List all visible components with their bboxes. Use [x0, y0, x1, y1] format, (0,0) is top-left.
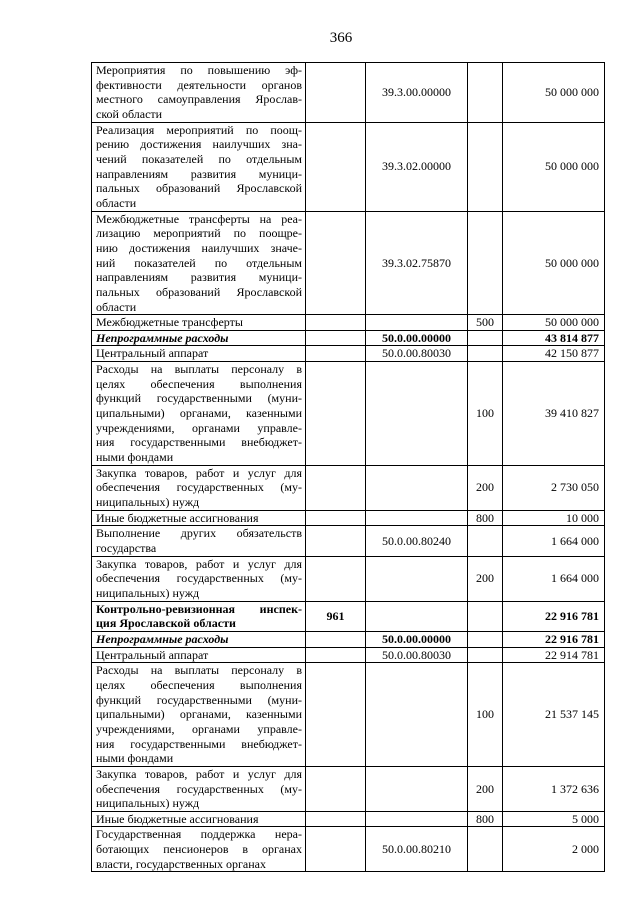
item-name-line: ниципальных) нужд: [96, 796, 200, 811]
amount-cell: 22 914 781: [503, 647, 605, 663]
table-row: [92, 663, 605, 767]
target-article-code-cell: 50.0.00.00000: [366, 330, 468, 346]
item-name-line: целях обеспечения выполнения: [96, 376, 302, 391]
expense-type-code-cell: [468, 211, 503, 315]
expense-type-code-cell: [468, 330, 503, 346]
amount-cell: 21 537 145: [503, 663, 605, 767]
table-row: [92, 827, 605, 872]
target-article-code-cell: [366, 766, 468, 811]
amount-cell: 50 000 000: [503, 211, 605, 315]
ministry-code-cell: [306, 346, 366, 362]
item-name-line: нию достижения наилучших значе-: [96, 240, 302, 255]
item-name-line: Межбюджетные трансферты: [96, 315, 243, 330]
expense-type-code-cell: 800: [468, 510, 503, 526]
target-article-code-cell: [366, 315, 468, 331]
item-name-cell: [92, 315, 306, 331]
item-name-line: направлениям развития муници-: [96, 270, 302, 285]
target-article-code-cell: 39.3.02.75870: [366, 211, 468, 315]
amount-cell: 2 000: [503, 827, 605, 872]
item-name-line: ниципальных) нужд: [96, 585, 200, 600]
item-name-line: ния государственными внебюджет-: [96, 736, 302, 751]
expense-type-code-cell: 200: [468, 465, 503, 510]
table-row: [92, 647, 605, 663]
item-name-cell: [92, 827, 306, 872]
item-name-line: учреждениями, органами управле-: [96, 721, 302, 736]
item-name-line: Закупка товаров, работ и услуг для: [96, 556, 302, 571]
item-name-line: Государственная поддержка нера-: [96, 827, 302, 842]
item-name-line: Контрольно-ревизионная инспек-: [96, 601, 302, 616]
ministry-code-cell: [306, 663, 366, 767]
ministry-code-cell: 961: [306, 601, 366, 631]
target-article-code-cell: [366, 663, 468, 767]
amount-cell: 22 916 781: [503, 601, 605, 631]
item-name-line: ботающих пенсионеров в органах: [96, 842, 302, 857]
item-name-line: Центральный аппарат: [96, 346, 209, 361]
item-name-line: функций государственными (муни-: [96, 692, 302, 707]
expense-type-code-cell: 200: [468, 556, 503, 601]
amount-cell: 42 150 877: [503, 346, 605, 362]
expense-type-code-cell: 100: [468, 663, 503, 767]
item-name-line: Центральный аппарат: [96, 647, 209, 662]
item-name-line: ния государственными внебюджет-: [96, 435, 302, 450]
amount-cell: 22 916 781: [503, 631, 605, 647]
table-row: [92, 526, 605, 556]
item-name-line: государства: [96, 541, 157, 555]
target-article-code-cell: 50.0.00.00000: [366, 631, 468, 647]
item-name-cell: [92, 346, 306, 362]
expense-type-code-cell: [468, 346, 503, 362]
table-row: [92, 315, 605, 331]
item-name-line: ципальными) органами, казенными: [96, 707, 302, 722]
ministry-code-cell: [306, 766, 366, 811]
item-name-line: направлениям развития муници-: [96, 166, 302, 181]
target-article-code-cell: 39.3.00.00000: [366, 63, 468, 123]
target-article-code-cell: 39.3.02.00000: [366, 122, 468, 211]
item-name-line: обеспечения государственных (му-: [96, 480, 302, 495]
target-article-code-cell: [366, 556, 468, 601]
target-article-code-cell: 50.0.00.80240: [366, 526, 468, 556]
item-name-line: обеспечения государственных (му-: [96, 781, 302, 796]
expense-type-code-cell: [468, 827, 503, 872]
item-name-line: ний показателей по отдельным: [96, 255, 302, 270]
item-name-line: Непрограммные расходы: [96, 330, 229, 345]
table-row: [92, 510, 605, 526]
table-row: [92, 362, 605, 466]
ministry-code-cell: [306, 330, 366, 346]
item-name-line: Иные бюджетные ассигнования: [96, 510, 259, 525]
expense-type-code-cell: 800: [468, 811, 503, 827]
page-number: 366: [329, 30, 353, 46]
expense-type-code-cell: [468, 631, 503, 647]
item-name-line: Расходы на выплаты персоналу в: [96, 663, 302, 678]
item-name-line: ными фондами: [96, 450, 174, 465]
table-row: [92, 811, 605, 827]
ministry-code-cell: [306, 465, 366, 510]
item-name-line: ципальными) органами, казенными: [96, 406, 302, 421]
table-row: [92, 122, 605, 211]
item-name-line: Выполнение других обязательств: [96, 526, 302, 541]
amount-cell: 5 000: [503, 811, 605, 827]
item-name-cell: [92, 601, 306, 631]
item-name-line: функций государственными (муни-: [96, 391, 302, 406]
item-name-cell: [92, 122, 306, 211]
target-article-code-cell: 50.0.00.80210: [366, 827, 468, 872]
amount-cell: 1 372 636: [503, 766, 605, 811]
item-name-line: местного самоуправления Ярослав-: [96, 92, 302, 107]
expense-type-code-cell: [468, 647, 503, 663]
item-name-line: фективности деятельности органов: [96, 77, 302, 92]
target-article-code-cell: 50.0.00.80030: [366, 647, 468, 663]
amount-cell: 2 730 050: [503, 465, 605, 510]
item-name-line: ция Ярославской области: [96, 616, 236, 631]
item-name-line: целях обеспечения выполнения: [96, 677, 302, 692]
item-name-line: пальных образований Ярославской: [96, 284, 302, 299]
item-name-cell: [92, 647, 306, 663]
item-name-line: Расходы на выплаты персоналу в: [96, 362, 302, 377]
item-name-line: ными фондами: [96, 751, 174, 766]
target-article-code-cell: 50.0.00.80030: [366, 346, 468, 362]
item-name-cell: [92, 766, 306, 811]
item-name-cell: [92, 465, 306, 510]
target-article-code-cell: [366, 510, 468, 526]
item-name-line: Закупка товаров, работ и услуг для: [96, 766, 302, 781]
table-row: [92, 465, 605, 510]
ministry-code-cell: [306, 122, 366, 211]
ministry-code-cell: [306, 526, 366, 556]
item-name-line: пальных образований Ярославской: [96, 181, 302, 196]
item-name-cell: [92, 811, 306, 827]
item-name-line: Реализация мероприятий по поощ-: [96, 122, 302, 137]
item-name-cell: [92, 526, 306, 556]
ministry-code-cell: [306, 556, 366, 601]
item-name-line: власти, государственных органах: [96, 856, 266, 871]
amount-cell: 43 814 877: [503, 330, 605, 346]
item-name-line: лизацию мероприятий по поощре-: [96, 226, 302, 241]
item-name-cell: [92, 330, 306, 346]
target-article-code-cell: [366, 601, 468, 631]
item-name-line: Непрограммные расходы: [96, 631, 229, 646]
item-name-cell: [92, 510, 306, 526]
budget-table-body: [92, 63, 605, 872]
ministry-code-cell: [306, 315, 366, 331]
ministry-code-cell: [306, 211, 366, 315]
target-article-code-cell: [366, 465, 468, 510]
expense-type-code-cell: [468, 601, 503, 631]
ministry-code-cell: [306, 811, 366, 827]
item-name-cell: [92, 631, 306, 647]
ministry-code-cell: [306, 631, 366, 647]
amount-cell: 50 000 000: [503, 315, 605, 331]
table-row: [92, 330, 605, 346]
item-name-line: Мероприятия по повышению эф-: [96, 63, 302, 77]
ministry-code-cell: [306, 827, 366, 872]
item-name-cell: [92, 362, 306, 466]
expense-type-code-cell: [468, 63, 503, 123]
amount-cell: 39 410 827: [503, 362, 605, 466]
item-name-line: Межбюджетные трансферты на реа-: [96, 211, 302, 226]
item-name-cell: [92, 211, 306, 315]
item-name-line: рению достижения наилучших зна-: [96, 137, 302, 152]
expense-type-code-cell: 200: [468, 766, 503, 811]
amount-cell: 50 000 000: [503, 63, 605, 123]
expense-type-code-cell: 500: [468, 315, 503, 331]
amount-cell: 1 664 000: [503, 556, 605, 601]
expense-type-code-cell: 100: [468, 362, 503, 466]
expense-type-code-cell: [468, 122, 503, 211]
item-name-line: области: [96, 195, 137, 210]
item-name-line: Закупка товаров, работ и услуг для: [96, 465, 302, 480]
item-name-line: ской области: [96, 106, 163, 121]
ministry-code-cell: [306, 647, 366, 663]
expense-type-code-cell: [468, 526, 503, 556]
item-name-line: ниципальных) нужд: [96, 495, 200, 510]
amount-cell: 10 000: [503, 510, 605, 526]
item-name-line: обеспечения государственных (му-: [96, 571, 302, 586]
item-name-line: чений показателей по отдельным: [96, 151, 302, 166]
item-name-line: Иные бюджетные ассигнования: [96, 811, 259, 826]
target-article-code-cell: [366, 811, 468, 827]
table-row: [92, 766, 605, 811]
table-row: [92, 556, 605, 601]
table-row: [92, 346, 605, 362]
ministry-code-cell: [306, 362, 366, 466]
target-article-code-cell: [366, 362, 468, 466]
item-name-cell: [92, 556, 306, 601]
ministry-code-cell: [306, 510, 366, 526]
budget-table: [91, 62, 605, 872]
table-row: [92, 63, 605, 123]
table-row: [92, 631, 605, 647]
amount-cell: 50 000 000: [503, 122, 605, 211]
amount-cell: 1 664 000: [503, 526, 605, 556]
item-name-cell: [92, 663, 306, 767]
item-name-line: области: [96, 299, 137, 314]
item-name-cell: [92, 63, 306, 123]
table-row: [92, 211, 605, 315]
item-name-line: учреждениями, органами управле-: [96, 420, 302, 435]
ministry-code-cell: [306, 63, 366, 123]
table-row: [92, 601, 605, 631]
